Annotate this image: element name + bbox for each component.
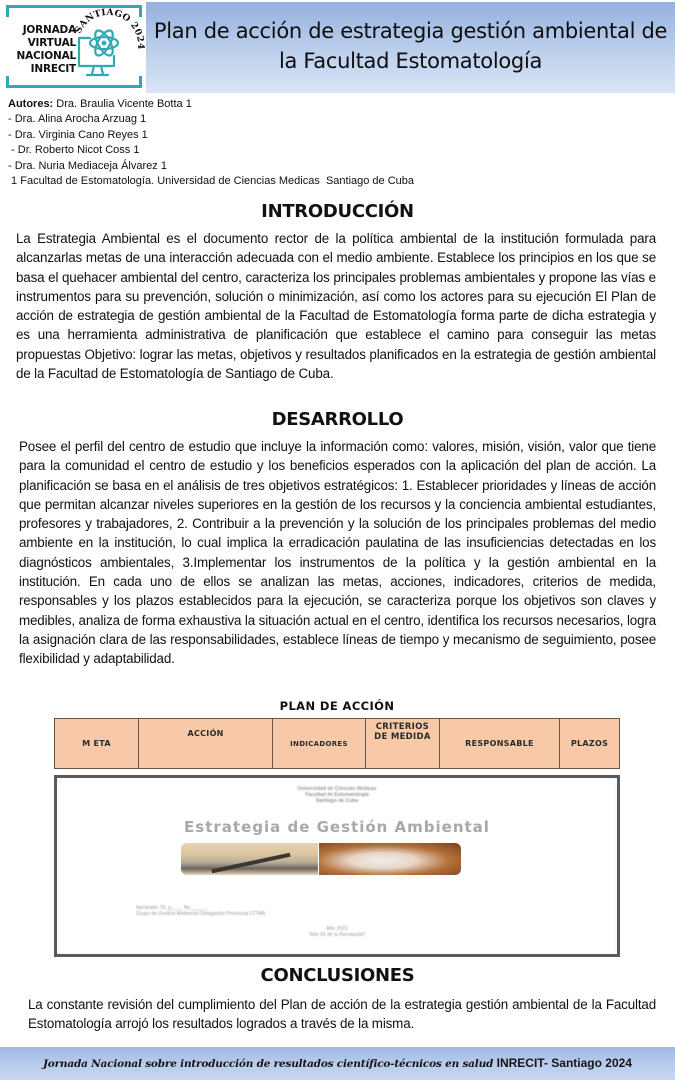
footer-event-tag: INRECIT- Santiago 2024 [496, 1056, 632, 1070]
photo-detail [211, 853, 290, 874]
affiliation: 1 Facultad de Estomatología. Universidad de Ciencias Medicas Santiago de Cuba [8, 175, 415, 188]
document-year-line: Año 2023 [326, 926, 348, 932]
logo-line: VIRTUAL [27, 37, 76, 49]
document-page [61, 780, 613, 952]
document-approved-line: Aprobado: Dr_p____ No______ [136, 905, 207, 911]
desarrollo-text: Posee el perfil del centro de estudio que incluye la información como: valores, misión, visión, valor que tiene para la comunidad el centro de estudio y los beneficios esperados con la aplicación del plan de acción. La planificación se basa en el análisis de tres objetivos estratégicos: 1. Establecer prioridades y líneas de acción que permitan alcanzar niveles superiores en la gestión de los recursos y la conciencia ambiental estudiantes, profesores y trabajadores, 2. Contribuir a la prevención y la solución de los principales problemas del medio ambiente en la institución, lo cual implica la erradicación paulatina de las insuficiencias detectadas en los diagnósticos ambientales, 3.Implementar los instrumentos de la política y la gestión ambiental en la institución. En cada uno de ellos se analizan las metas, acciones, indicadores, criterios de medida, responsables y los plazos establecidos para la ejecución, se caracteriza porque los objetivos son claves y medibles, analiza de forma exhaustiva la situación actual en el centro, identifica los recursos necesarios, logra la asignación clara de las responsabilidades, establece líneas de tiempo y mecanismo de seguimiento, posee flexibilidad y adaptabilidad. [19, 439, 656, 667]
logo-frame [6, 76, 9, 88]
footer-text [0, 1056, 675, 1070]
introduccion-text: La Estrategia Ambiental es el documento rector de la política ambiental de la institución formulada para alcanzarlas metas de una interacción adecuada con el medio ambiente. Establece los principios en los que se basa el quehacer ambiental del centro, caracteriza los principales problemas ambientales y propone las vías e instrumentos para su prevención, solución o minimización, así como los actores para su ejecución El Plan de acción de estrategia de gestión ambiental de la Facultad de Estomatología forma parte de dicha estrategia y es una herramienta administrativa de planificación que establece el camino para conseguir las metas propuestas Objetivo: lograr las metas, objetivos y resultados planificados en la estrategia de gestión ambiental de la Facultad de Estomatología de Santiago de Cuba. [16, 231, 656, 382]
computer-atom-icon [74, 26, 124, 82]
author-line [8, 97, 414, 112]
plan-col-responsable: RESPONSABLE [440, 719, 560, 769]
plan-table-title: PLAN DE ACCIÓN [279, 699, 395, 713]
logo-line: JORNADA [22, 24, 76, 36]
author-name: Dra. Braulia Vicente Botta 1 [53, 98, 192, 110]
poster-footer [0, 1047, 675, 1080]
poster-title [146, 16, 675, 76]
conclusiones-text: La constante revisión del cumplimiento del Plan de acción de la estrategia gestión ambiental de la Facultad Estomatología arrojó los resultados logrados a través de la misma. [28, 997, 656, 1032]
introduccion-heading: INTRODUCCIÓN [261, 201, 414, 222]
plan-col-indicadores: INDICADORES [273, 719, 366, 769]
logo-line: INRECIT [30, 63, 76, 75]
poster-title-line: Plan de acción de estrategia gestión ambiental de [153, 19, 668, 43]
document-photo-dentist [319, 843, 461, 875]
strategy-document-image [54, 775, 620, 957]
authors-block [8, 97, 414, 189]
author-name: - Dr. Roberto Nicot Coss 1 [8, 144, 140, 157]
logo-line: NACIONAL [16, 50, 76, 62]
plan-col-plazos: PLAZOS [559, 719, 619, 769]
document-group-line: Grupo de Gestión Ambiental Delegación Provincial CITMA [136, 911, 266, 917]
logo-frame [6, 85, 142, 88]
document-header [61, 786, 613, 804]
conclusiones-heading: CONCLUSIONES [260, 965, 415, 986]
logo-arc-label: SANTIAGO 2024 [73, 7, 146, 50]
document-header-line: Universidad de Ciencias Medicas [297, 786, 377, 792]
plan-col-accion: ACCIÓN [138, 719, 272, 769]
document-header-line: Facultad de Estomatologia [305, 792, 369, 798]
plan-col-criterios: CRITERIOS DE MEDIDA [365, 719, 439, 769]
logo-frame [6, 5, 9, 17]
plan-table [54, 718, 620, 769]
poster-header [0, 0, 675, 93]
title-banner [146, 2, 675, 93]
author-name: - Dra. Nuria Mediaceja Álvarez 1 [8, 159, 167, 172]
author-name: - Dra. Alina Arocha Arzuag 1 [8, 113, 147, 126]
poster-title-line: la Facultad Estomatología [278, 49, 543, 73]
event-logo [2, 2, 146, 91]
author-name: - Dra. Virginia Cano Reyes 1 [8, 128, 148, 141]
document-title: Estrategia de Gestión Ambiental [184, 818, 490, 836]
authors-label: Autores: [8, 98, 54, 110]
document-motto-line: "Año 65 de la Revolución" [308, 932, 366, 938]
document-photo-building [181, 843, 318, 875]
plan-col-meta: M ETA [55, 719, 139, 769]
desarrollo-heading: DESARROLLO [271, 409, 404, 430]
plan-table-header-row [55, 719, 620, 769]
logo-text [12, 24, 76, 76]
footer-event-name: Jornada Nacional sobre introducción de resultados científico-técnicos en salud [43, 1058, 497, 1070]
document-header-line: Santiago de Cuba [315, 798, 359, 804]
